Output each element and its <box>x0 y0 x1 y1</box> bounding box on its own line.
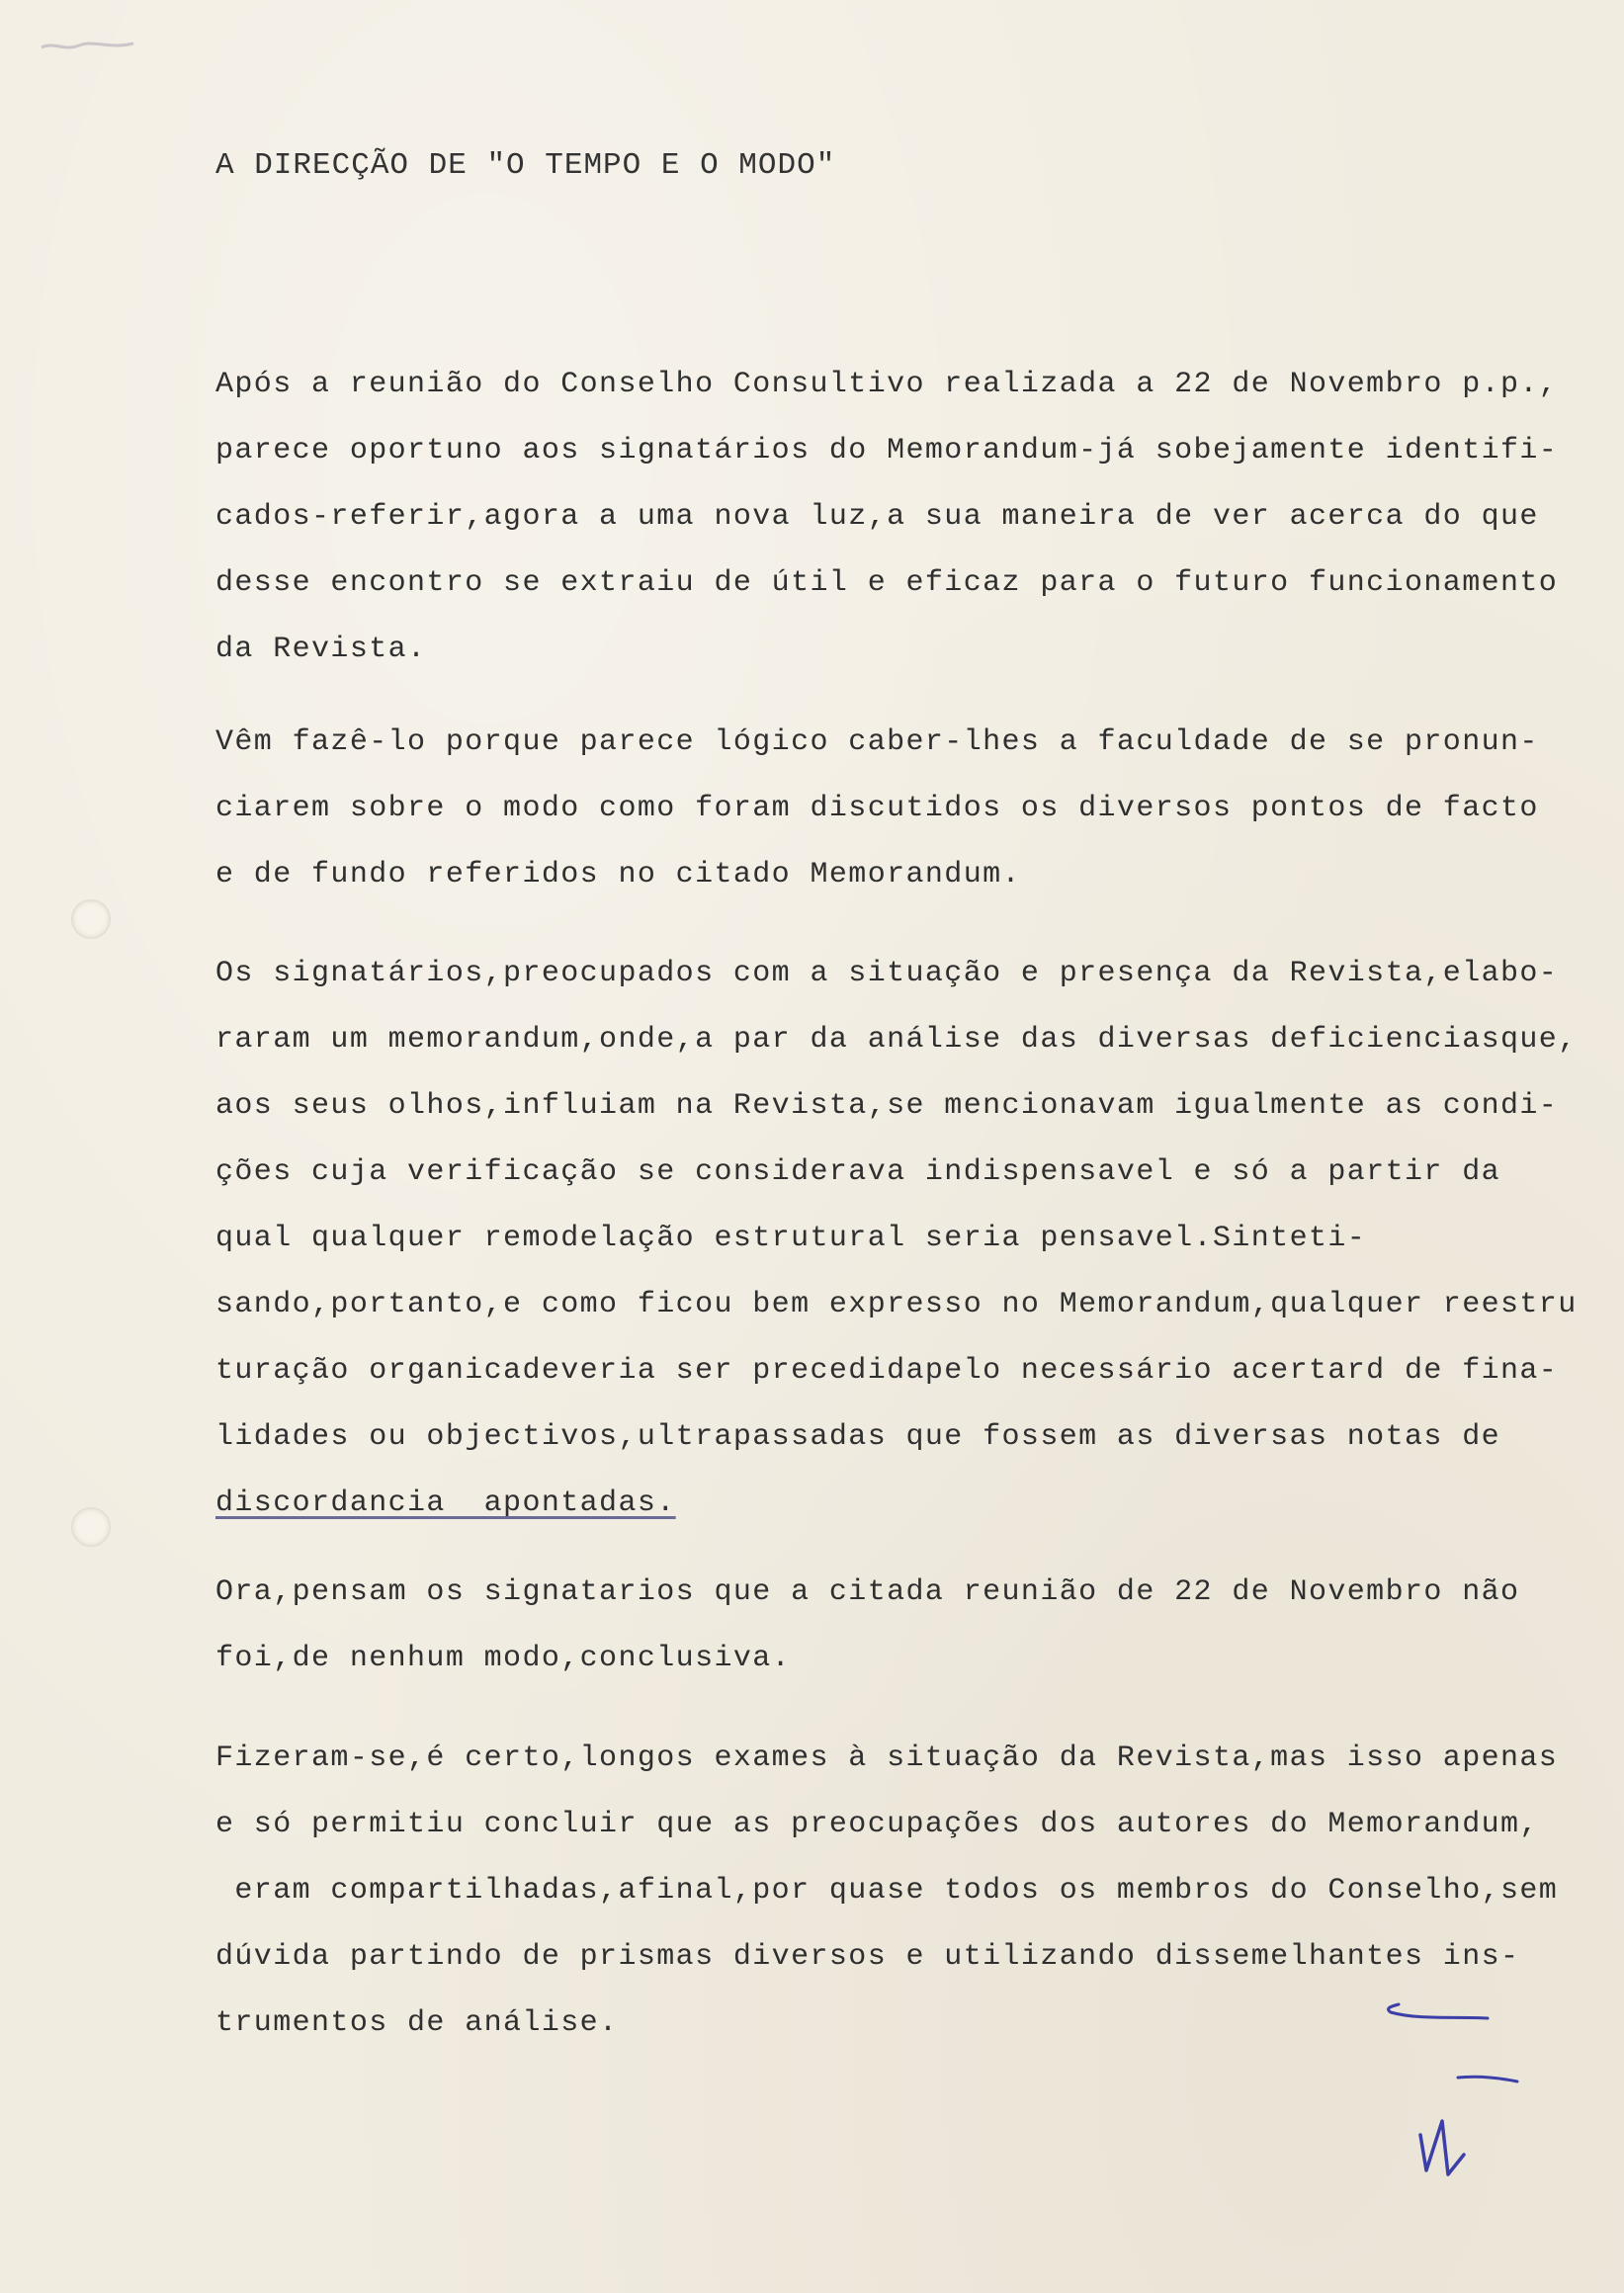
text-line: eram compartilhadas,afinal,por quase todos os membros do Conselho,sem <box>215 1874 1559 1908</box>
text-line: cados-referir,agora a uma nova luz,a sua maneira de ver acerca do que <box>215 500 1539 534</box>
text-line: trumentos de análise. <box>215 2006 619 2040</box>
paragraph-4 <box>215 1560 1619 1692</box>
paragraph-1 <box>215 352 1619 683</box>
text-line: aos seus olhos,influiam na Revista,se mencionavam igualmente as condi- <box>215 1089 1559 1123</box>
text-line: Após a reunião do Conselho Consultivo realizada a 22 de Novembro p.p., <box>215 368 1559 401</box>
text-line-underlined: discordancia apontadas. <box>215 1486 676 1520</box>
text-line: sando,portanto,e como ficou bem expresso no Memorandum,qualquer reestru <box>215 1288 1578 1321</box>
punch-hole-top <box>71 899 111 939</box>
text-line: raram um memorandum,onde,a par da análise das diversas deficienciasque, <box>215 1023 1578 1057</box>
text-line: Os signatários,preocupados com a situação e presença da Revista,elabo- <box>215 957 1559 990</box>
text-line: e de fundo referidos no citado Memorandum. <box>215 858 1021 892</box>
paragraph-3 <box>215 941 1619 1537</box>
text-line: ciarem sobre o modo como foram discutidos os diversos pontos de facto <box>215 792 1539 825</box>
text-line: qual qualquer remodelação estrutural seria pensavel.Sinteti- <box>215 1222 1367 1255</box>
text-line: parece oportuno aos signatários do Memorandum-já sobejamente identifi- <box>215 434 1559 467</box>
text-line: desse encontro se extraiu de útil e eficaz para o futuro funcionamento <box>215 566 1559 600</box>
text-line: Fizeram-se,é certo,longos exames à situação da Revista,mas isso apenas <box>215 1741 1559 1775</box>
text-line: ções cuja verificação se considerava indispensavel e só a partir da <box>215 1155 1500 1189</box>
document-title: A DIRECÇÃO DE "O TEMPO E O MODO" <box>215 148 836 183</box>
text-line: foi,de nenhum modo,conclusiva. <box>215 1642 792 1675</box>
text-line: lidades ou objectivos,ultrapassadas que fossem as diversas notas de <box>215 1420 1500 1454</box>
handwritten-marks <box>1379 1987 1577 2224</box>
text-line: e só permitiu concluir que as preocupações dos autores do Memorandum, <box>215 1808 1539 1841</box>
text-line: Ora,pensam os signatarios que a citada reunião de 22 de Novembro não <box>215 1575 1520 1609</box>
text-line: Vêm fazê-lo porque parece lógico caber-lhes a faculdade de se pronun- <box>215 725 1539 759</box>
corner-stamp-mark <box>40 38 148 55</box>
punch-hole-bottom <box>71 1507 111 1547</box>
paragraph-2 <box>215 710 1619 908</box>
text-line: da Revista. <box>215 633 427 666</box>
text-line: dúvida partindo de prismas diversos e utilizando dissemelhantes ins- <box>215 1940 1520 1974</box>
text-line: turação organicadeveria ser precedidapelo necessário acertard de fina- <box>215 1354 1559 1388</box>
